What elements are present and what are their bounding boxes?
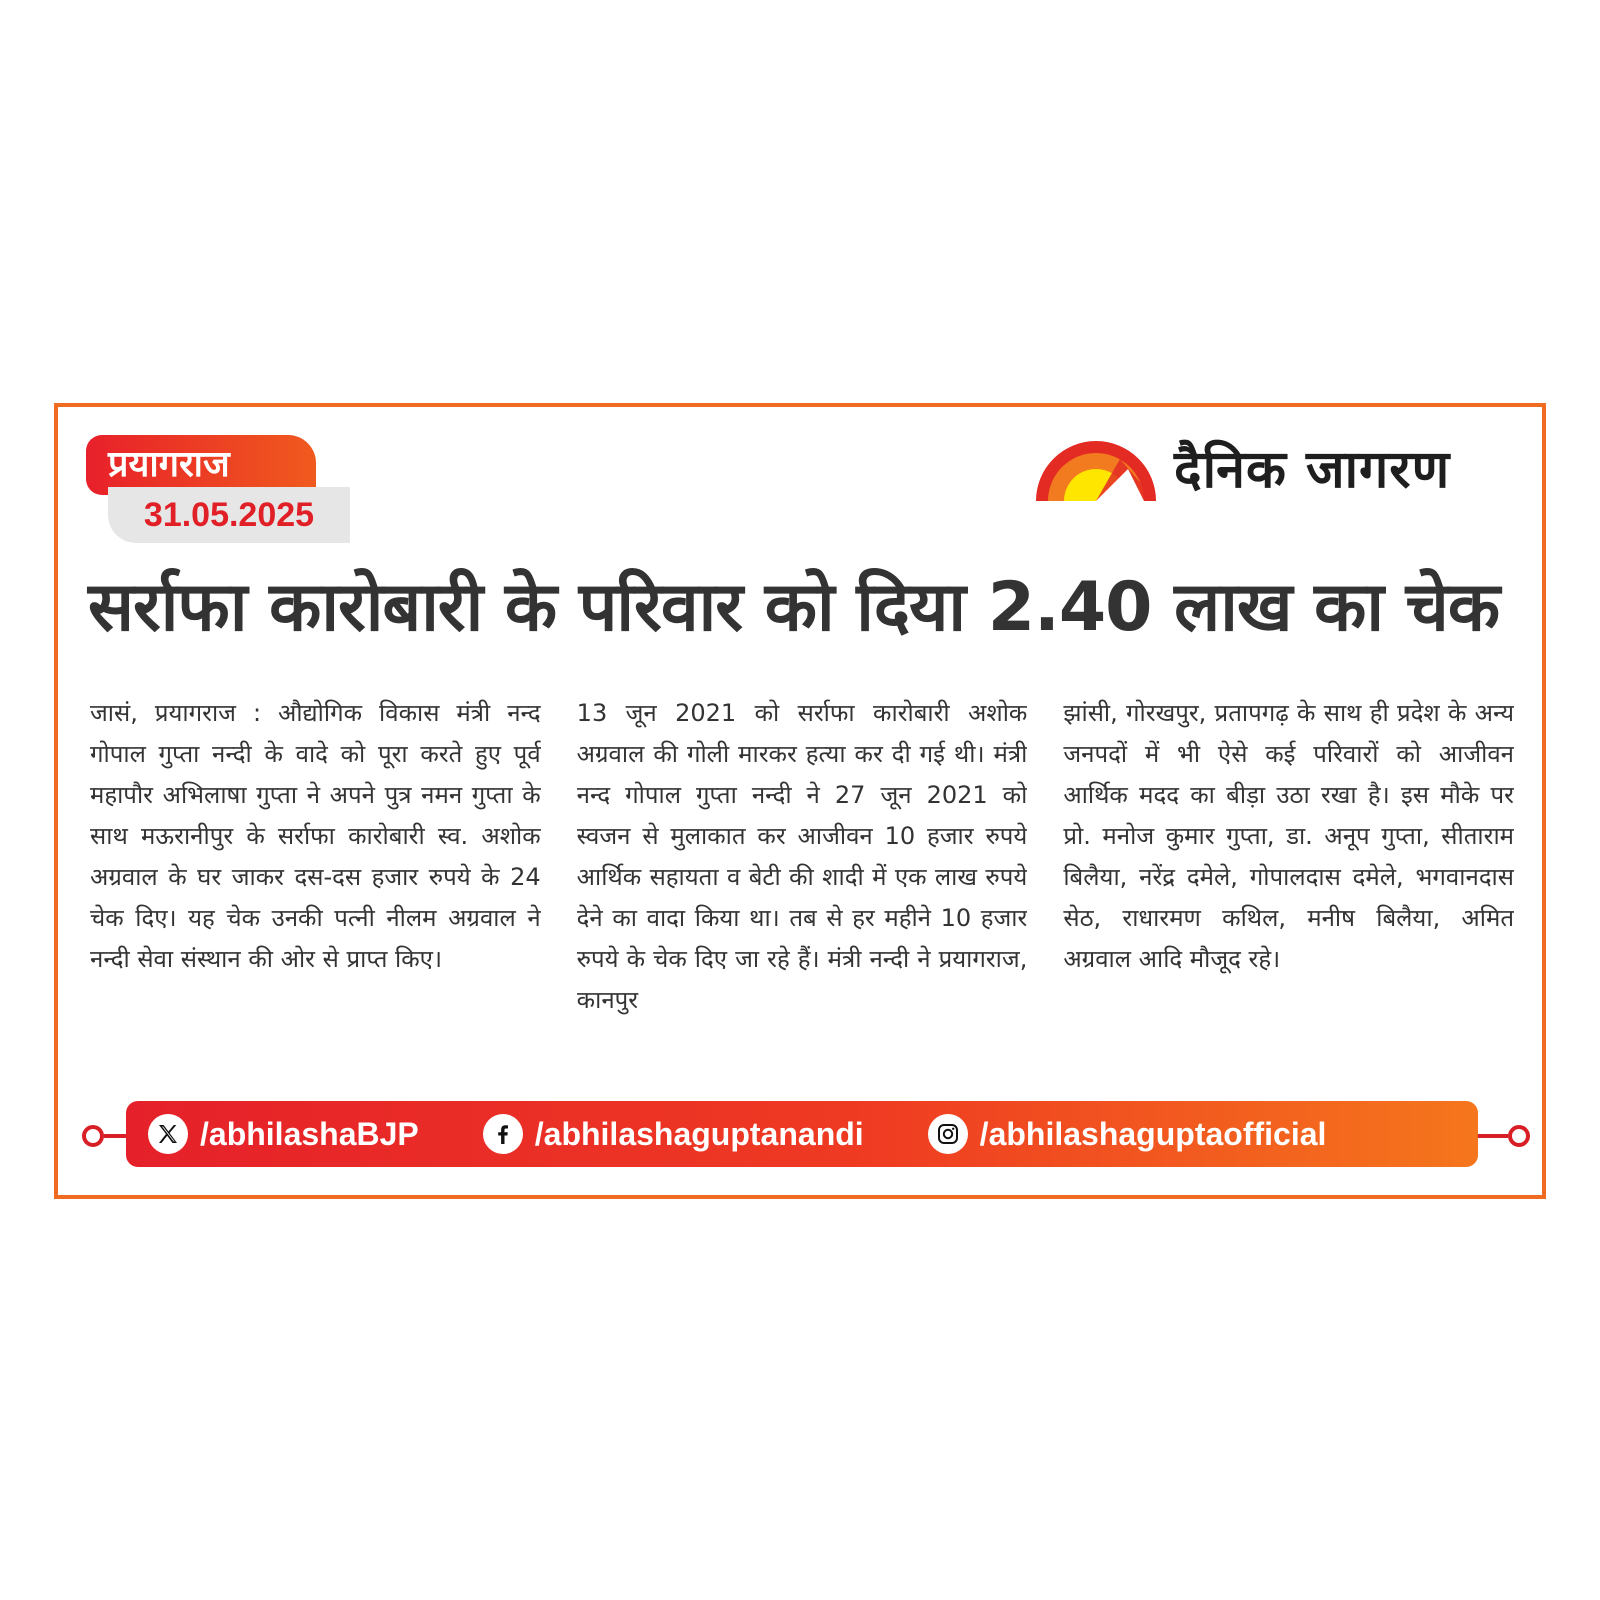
left-connector	[82, 1125, 130, 1147]
article-body	[90, 693, 1514, 1063]
newspaper-logo	[1034, 433, 1514, 507]
article-column-3: झांसी, गोरखपुर, प्रतापगढ़ के साथ ही प्रदेश के अन्य जनपदों में भी ऐसे कई परिवारों को आजीवन आर्थिक मदद का बीड़ा उठा रखा है। इस मौके पर प्रो. मनोज कुमार गुप्ता, डा. अनूप गुप्ता, सीताराम बिलैया, नरेंद्र दमेले, गोपालदास दमेले, भगवानदास सेठ, राधारमण कथिल, मनीष बिलैया, अमित अग्रवाल आदि मौजूद रहे।	[1063, 699, 1515, 973]
facebook-handle[interactable]: /abhilashaguptanandi	[534, 1115, 864, 1152]
right-connector	[1478, 1125, 1530, 1147]
instagram-icon	[928, 1114, 968, 1154]
social-bar	[126, 1101, 1478, 1167]
article-column-2: 13 जून 2021 को सर्राफा कारोबारी अशोक अग्रवाल की गोली मारकर हत्या कर दी गई थी। मंत्री नन्द गोपाल गुप्ता नन्दी ने 27 जून 2021 को स्वजन से मुलाकात कर आजीवन 10 हजार रुपये आर्थिक सहायता व बेटी की शादी में एक लाख रुपये देने का वादा किया था। तब से हर महीने 10 हजार रुपये के चेक दिए जा रहे हैं। मंत्री नन्दी ने प्रयागराज, कानपुर	[576, 699, 1028, 1014]
facebook-icon	[483, 1114, 523, 1154]
x-icon	[148, 1114, 188, 1154]
social-facebook[interactable]	[483, 1114, 864, 1154]
instagram-handle[interactable]: /abhilashaguptaofficial	[979, 1115, 1327, 1152]
date-badge: 31.05.2025	[108, 487, 350, 543]
social-x[interactable]	[148, 1114, 419, 1154]
news-clipping-frame	[54, 403, 1546, 1199]
social-instagram[interactable]	[928, 1114, 1327, 1154]
article-column-1: जासं, प्रयागराज : औद्योगिक विकास मंत्री नन्द गोपाल गुप्ता नन्दी के वादे को पूरा करते हुए पूर्व महापौर अभिलाषा गुप्ता ने अपने पुत्र नमन गुप्ता के साथ मऊरानीपुर के सर्राफा कारोबारी स्व. अशोक अग्रवाल के घर जाकर दस-दस हजार रुपये के 24 चेक दिए। यह चेक उनकी पत्नी नीलम अग्रवाल ने नन्दी सेवा संस्थान की ओर से प्राप्त किए।	[90, 699, 541, 973]
rising-sun-icon	[1034, 439, 1158, 501]
headline: सर्राफा कारोबारी के परिवार को दिया 2.40 लाख का चेक	[88, 568, 1500, 647]
newspaper-name: दैनिक जागरण	[1174, 440, 1451, 500]
city-badge: प्रयागराज	[86, 435, 316, 495]
x-handle[interactable]: /abhilashaBJP	[200, 1115, 419, 1152]
